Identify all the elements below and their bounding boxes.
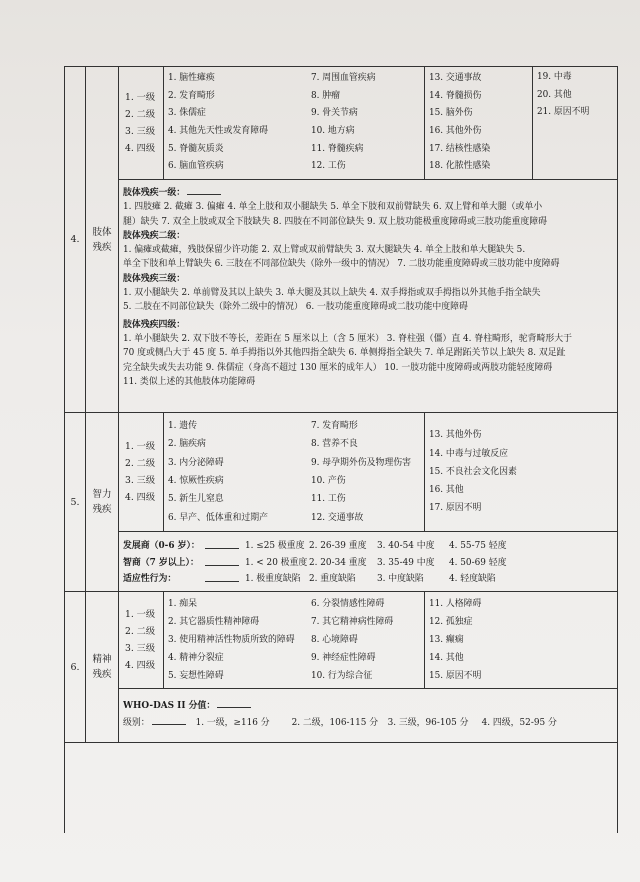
limb-cause-grid (119, 67, 617, 180)
cause-item[interactable]: 12. 孤独症 (429, 617, 473, 627)
disability-form-table (64, 66, 618, 833)
grade-text: 1. 双小腿缺失 2. 单前臂及其以上缺失 3. 单大腿及其以上缺失 4. 双手拇指或双手拇指以外其他手指全缺失 (123, 288, 541, 299)
cause-item[interactable]: 8. 心境障碍 (311, 635, 358, 645)
grade-text: 5. 二肢在不同部位缺失（除外二级中的情况） 6. 一肢功能重度障碍或二肢功能中度障碍 (123, 302, 468, 313)
level-option[interactable]: 4. 四级 (125, 492, 156, 503)
iq-field (123, 556, 613, 573)
cause-item[interactable]: 18. 化脓性感染 (429, 161, 491, 172)
cause-item[interactable]: 11. 人格障碍 (429, 599, 482, 609)
score-option[interactable]: 1. ≤25 极重度 (245, 541, 305, 551)
score-option[interactable]: 2. 重度缺陷 (309, 574, 356, 584)
mental-grade-field (123, 715, 613, 732)
dq-blank[interactable] (205, 539, 239, 549)
cause-item[interactable]: 4. 精神分裂症 (168, 653, 224, 663)
iq-blank[interactable] (205, 556, 239, 566)
row-number: 6. (65, 592, 86, 742)
level-option[interactable]: 3. 三级 (125, 643, 156, 654)
cause-item[interactable]: 10. 行为综合征 (311, 671, 373, 681)
row-number: 4. (65, 67, 86, 412)
adaptive-label: 适应性行为： (123, 574, 177, 584)
cause-column-3 (425, 67, 533, 179)
grade-blank[interactable] (152, 715, 186, 725)
cause-item[interactable]: 11. 工伤 (311, 494, 346, 505)
grade-text: 1. 偏瘫或截瘫，残肢保留少许功能 2. 双上臂或双前臂缺失 3. 双大腿缺失 4. 单全上肢和单大腿缺失 5. (123, 245, 526, 256)
grade-text: 腿）缺失 7. 双全上肢或双全下肢缺失 8. 四肢在不同部位缺失 9. 双上肢功能极重度障碍或三肢功能重度障碍 (123, 216, 547, 227)
cause-column-4 (533, 67, 617, 179)
mental-disability-row (65, 592, 617, 743)
grade-text: 1. 四肢瘫 2. 截瘫 3. 偏瘫 4. 单全上肢和双小腿缺失 5. 单全下肢和双前臂缺失 6. 双上臂和单大腿（或单小 (123, 202, 543, 213)
cause-item[interactable]: 3. 侏儒症 (168, 108, 206, 119)
grade-text: 11. 类似上述的其他肢体功能障碍 (123, 376, 256, 387)
cause-item[interactable]: 11. 脊髓疾病 (311, 143, 364, 154)
adaptive-field (123, 572, 613, 589)
dq-field (123, 539, 613, 556)
grade-option[interactable]: 4. 四级，52-95 分 (481, 718, 557, 728)
grade-text: 1. 单小腿缺失 2. 双下肢不等长，差距在 5 厘米以上（含 5 厘米） 3. 脊柱强（僵）直 4. 脊柱畸形，驼背畸形大于 (123, 333, 572, 344)
cause-item[interactable]: 5. 妄想性障碍 (168, 671, 224, 681)
cause-item[interactable]: 7. 周围血管疾病 (311, 73, 376, 84)
cause-item[interactable]: 13. 交通事故 (429, 73, 482, 84)
cause-item[interactable]: 5. 新生儿窒息 (168, 494, 224, 505)
level-option[interactable]: 2. 二级 (125, 109, 156, 120)
cause-column-2 (307, 413, 425, 531)
grade-option[interactable]: 3. 三级，96-105 分 (387, 718, 469, 728)
blank-area (65, 743, 617, 833)
cause-item[interactable]: 2. 脑疾病 (168, 439, 206, 450)
score-option[interactable]: 1. 极重度缺陷 (245, 574, 301, 584)
score-option[interactable]: 4. 50-69 轻度 (449, 557, 507, 568)
limb-content (119, 67, 617, 412)
cause-item[interactable]: 6. 脑血管疾病 (168, 161, 224, 172)
grade-text: 70 度或侧凸大于 45 度 5. 单手拇指以外其他四指全缺失 6. 单侧拇指全缺失 7. 单足跗跖关节以上缺失 8. 双足趾 (123, 348, 566, 359)
cause-item[interactable]: 9. 骨关节病 (311, 108, 358, 119)
whodas-section (119, 689, 617, 735)
grade-label: 级别： (123, 718, 150, 728)
score-option[interactable]: 4. 轻度缺陷 (449, 574, 496, 584)
cause-column-1 (164, 67, 307, 179)
cause-item[interactable]: 8. 肿瘤 (311, 90, 341, 101)
cause-item[interactable]: 2. 其它器质性精神障碍 (168, 617, 260, 627)
level-option[interactable]: 2. 二级 (125, 458, 156, 469)
level-option[interactable]: 3. 三级 (125, 475, 156, 486)
grade-heading: 肢体残疾二级： (123, 230, 186, 241)
cause-item[interactable]: 7. 发育畸形 (311, 421, 358, 432)
score-option[interactable]: 1. < 20 极重度 (245, 557, 308, 568)
row-number: 5. (65, 413, 86, 591)
cause-item[interactable]: 8. 营养不良 (311, 439, 358, 450)
grade-blank[interactable] (187, 185, 221, 195)
cause-column-2 (307, 67, 425, 179)
cause-item[interactable]: 1. 脑性瘫痪 (168, 73, 215, 84)
cause-item[interactable]: 10. 地方病 (311, 126, 355, 136)
cause-item[interactable]: 16. 其他外伤 (429, 126, 482, 136)
cause-column-1 (164, 413, 307, 531)
iq-label: 智商（7 岁以上）： (123, 557, 199, 568)
grade-text: 单全下肢和单上臂缺失 6. 三肢在不同部位缺失（除外一级中的情况） 7. 二肢功能重度障碍或三肢功能中度障碍 (123, 259, 560, 270)
score-option[interactable]: 4. 55-75 轻度 (449, 541, 507, 551)
grade-option[interactable]: 1. 一级，≥116 分 (195, 718, 270, 728)
limb-grade-descriptions (119, 180, 617, 392)
cause-item[interactable]: 13. 其他外伤 (429, 430, 482, 441)
intellectual-cause-grid (119, 413, 617, 532)
cause-item[interactable]: 15. 原因不明 (429, 671, 482, 681)
mental-cause-grid (119, 592, 617, 689)
category-label: 肢体 残疾 (86, 67, 119, 412)
category-label: 精神 残疾 (86, 592, 119, 742)
cause-column-1 (164, 592, 307, 688)
limb-disability-row (65, 67, 617, 413)
cause-item[interactable]: 1. 痴呆 (168, 599, 198, 609)
cause-item[interactable]: 21. 原因不明 (537, 107, 590, 118)
level-option[interactable]: 1. 一级 (125, 92, 156, 103)
cause-item[interactable]: 1. 遗传 (168, 421, 198, 432)
intellectual-content (119, 413, 617, 591)
level-option[interactable]: 4. 四级 (125, 660, 156, 671)
cause-item[interactable]: 5. 脊髓灰质炎 (168, 143, 224, 154)
grade-option[interactable]: 2. 二级，106-115 分 (291, 718, 379, 728)
dq-label: 发展商（0-6 岁）： (123, 541, 200, 551)
whodas-blank[interactable] (217, 698, 251, 708)
cause-item[interactable]: 12. 交通事故 (311, 512, 364, 523)
level-options (119, 67, 164, 179)
level-option[interactable]: 2. 二级 (125, 626, 156, 637)
cause-item[interactable]: 14. 脊髓损伤 (429, 90, 482, 101)
cause-item[interactable]: 3. 使用精神活性物质所致的障碍 (168, 635, 295, 645)
cause-column-3 (425, 592, 617, 688)
level-option[interactable]: 1. 一级 (125, 609, 156, 620)
cause-item[interactable]: 14. 其他 (429, 653, 464, 663)
cause-item[interactable]: 19. 中毒 (537, 72, 572, 82)
grade-heading: 肢体残疾三级： (123, 273, 186, 284)
adaptive-blank[interactable] (205, 572, 239, 582)
cause-column-2 (307, 592, 425, 688)
cause-item[interactable]: 15. 脑外伤 (429, 108, 473, 119)
score-option[interactable]: 2. 26-39 重度 (309, 541, 367, 551)
cause-item[interactable]: 13. 癫痫 (429, 635, 464, 645)
cause-item[interactable]: 6. 早产、低体重和过期产 (168, 512, 269, 523)
cause-item[interactable]: 15. 不良社会文化因素 (429, 466, 517, 477)
score-option[interactable]: 3. 35-49 中度 (377, 557, 435, 568)
cause-item[interactable]: 20. 其他 (537, 89, 572, 100)
score-option[interactable]: 2. 20-34 重度 (309, 557, 367, 568)
cause-item[interactable]: 9. 神经症性障碍 (311, 653, 376, 663)
mental-content (119, 592, 617, 742)
cause-item[interactable]: 9. 母孕期外伤及物理伤害 (311, 457, 412, 468)
cause-item[interactable]: 2. 发育畸形 (168, 90, 215, 101)
cause-item[interactable]: 17. 原因不明 (429, 503, 482, 514)
whodas-label: WHO-DAS II 分值： (123, 701, 216, 711)
cause-item[interactable]: 7. 其它精神病性障碍 (311, 617, 394, 627)
level-option[interactable]: 1. 一级 (125, 441, 156, 452)
intellectual-scores (119, 532, 617, 592)
level-option[interactable]: 3. 三级 (125, 126, 156, 137)
score-option[interactable]: 3. 中度缺陷 (377, 574, 424, 584)
cause-column-3 (425, 413, 617, 531)
cause-item[interactable]: 10. 产伤 (311, 476, 346, 486)
cause-item[interactable]: 3. 内分泌障碍 (168, 457, 224, 468)
level-options (119, 592, 164, 688)
cause-item[interactable]: 12. 工伤 (311, 161, 346, 172)
cause-item[interactable]: 17. 结核性感染 (429, 143, 491, 154)
cause-item[interactable]: 4. 惊厥性疾病 (168, 476, 224, 486)
category-label: 智力 残疾 (86, 413, 119, 591)
score-option[interactable]: 3. 40-54 中度 (377, 541, 435, 551)
cause-item[interactable]: 14. 中毒与过敏反应 (429, 448, 509, 459)
intellectual-disability-row (65, 413, 617, 592)
cause-item[interactable]: 4. 其他先天性或发育障碍 (168, 126, 269, 136)
grade-heading: 肢体残疾一级： (123, 188, 186, 198)
grade-text: 完全缺失或失去功能 9. 侏儒症（身高不超过 130 厘米的成年人） 10. 一肢功能中度障碍或两肢功能轻度障碍 (123, 362, 553, 373)
cause-item[interactable]: 16. 其他 (429, 485, 464, 496)
level-options (119, 413, 164, 531)
level-option[interactable]: 4. 四级 (125, 143, 156, 154)
cause-item[interactable]: 6. 分裂情感性障碍 (311, 599, 385, 609)
grade-heading: 肢体残疾四级： (123, 319, 186, 330)
